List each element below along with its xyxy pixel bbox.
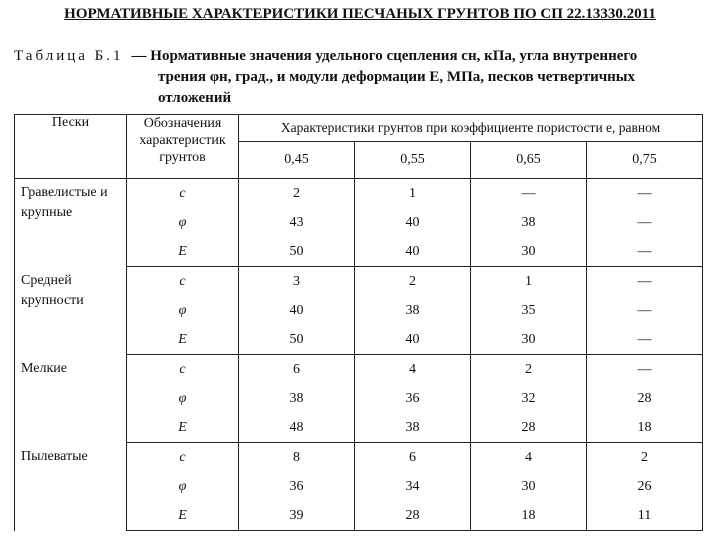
header-e-value: 0,45 [239,142,355,179]
soil-characteristics-table [14,114,703,531]
soil-type-label: Пылеватые [15,443,127,531]
characteristic-symbol: E [127,501,239,531]
value-cell: 28 [471,413,587,443]
header-e-value: 0,65 [471,142,587,179]
header-e-value: 0,55 [355,142,471,179]
caption-prefix: Таблица Б.1 [14,48,124,64]
value-cell: 35 [471,296,587,325]
characteristic-symbol: φ [127,208,239,237]
header-sands: Пески [15,115,127,179]
value-cell: 2 [587,443,703,473]
value-cell: 34 [355,472,471,501]
value-cell: 28 [587,384,703,413]
value-cell: 43 [239,208,355,237]
header-e-value: 0,75 [587,142,703,179]
value-cell: 38 [471,208,587,237]
value-cell: 6 [355,443,471,473]
value-cell: — [587,267,703,297]
value-cell: — [587,208,703,237]
value-cell: 40 [355,325,471,355]
value-cell: 4 [355,355,471,385]
value-cell: — [587,296,703,325]
caption-line-2: трения φн, град., и модули деформации E, МПа, песков четвертичных [158,69,636,85]
value-cell: 2 [355,267,471,297]
value-cell: 40 [355,237,471,267]
value-cell: 50 [239,237,355,267]
characteristic-symbol: φ [127,384,239,413]
value-cell: 36 [355,384,471,413]
characteristic-symbol: E [127,237,239,267]
caption-line-1: — Нормативные значения удельного сцепления cн, кПа, угла внутреннего [131,48,638,64]
table-row [15,267,703,297]
soil-type-label: Гравелистые и крупные [15,179,127,267]
value-cell: 8 [239,443,355,473]
value-cell: 32 [471,384,587,413]
caption-line-3: отложений [158,90,232,106]
value-cell: 18 [471,501,587,531]
soil-type-label: Мелкие [15,355,127,443]
value-cell: 26 [587,472,703,501]
value-cell: 2 [239,179,355,209]
value-cell: — [587,355,703,385]
table-caption [14,46,704,109]
value-cell: — [587,179,703,209]
value-cell: 50 [239,325,355,355]
value-cell: 39 [239,501,355,531]
soil-type-label: Средней крупности [15,267,127,355]
page-title: НОРМАТИВНЫЕ ХАРАКТЕРИСТИКИ ПЕСЧАНЫХ ГРУНТОВ ПО СП 22.13330.2011 [64,6,656,22]
header-characteristics: Характеристики грунтов при коэффициенте пористости e, равном [239,115,703,142]
value-cell: — [587,325,703,355]
table-row [15,443,703,473]
value-cell: 48 [239,413,355,443]
value-cell: 2 [471,355,587,385]
characteristic-symbol: c [127,443,239,473]
table-row [15,355,703,385]
characteristic-symbol: c [127,267,239,297]
value-cell: 40 [355,208,471,237]
value-cell: 38 [355,413,471,443]
table-row [15,179,703,209]
value-cell: 30 [471,325,587,355]
value-cell: 3 [239,267,355,297]
value-cell: 40 [239,296,355,325]
characteristic-symbol: c [127,355,239,385]
value-cell: 18 [587,413,703,443]
table-body [15,179,703,531]
characteristic-symbol: φ [127,296,239,325]
value-cell: 1 [355,179,471,209]
value-cell: 38 [355,296,471,325]
value-cell: — [471,179,587,209]
header-designation: Обозначения характеристик грунтов [127,115,239,179]
value-cell: 36 [239,472,355,501]
value-cell: 6 [239,355,355,385]
value-cell: 4 [471,443,587,473]
characteristic-symbol: φ [127,472,239,501]
characteristic-symbol: E [127,325,239,355]
value-cell: — [587,237,703,267]
value-cell: 11 [587,501,703,531]
value-cell: 30 [471,237,587,267]
value-cell: 30 [471,472,587,501]
characteristic-symbol: E [127,413,239,443]
value-cell: 1 [471,267,587,297]
value-cell: 28 [355,501,471,531]
value-cell: 38 [239,384,355,413]
characteristic-symbol: c [127,179,239,209]
